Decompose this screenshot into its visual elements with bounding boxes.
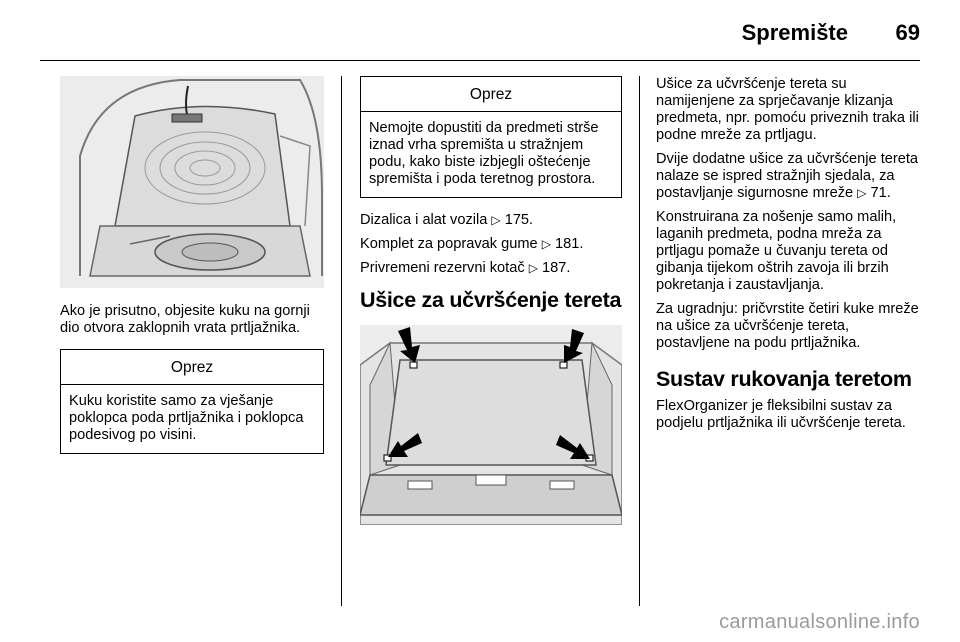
hook-instruction-text: Ako je prisutno, objesite kuku na gornji dio otvora zaklopnih vrata prtljažnika. (60, 303, 310, 336)
caution-box (60, 349, 324, 454)
caution-text: Nemojte dopustiti da predmeti strše iznad vrha spremišta u stražnjem podu, kako biste izbjegli oštećenje spremišta i poda teretnog prostora. (369, 120, 599, 187)
cross-reference-repair-kit[interactable]: Komplet za popravak gume ▷ 181. (360, 236, 584, 252)
caution-title: Oprez (361, 77, 621, 112)
section-heading-tie-downs: Ušice za učvršćenje tereta (360, 288, 622, 312)
column-divider (639, 76, 640, 606)
caution-box (360, 76, 622, 198)
page-header-title: Spremište (741, 20, 848, 45)
page-reference-link[interactable]: 71. (870, 185, 891, 201)
caution-title: Oprez (61, 350, 323, 385)
column-1 (60, 76, 324, 454)
paragraph: Konstruirana za nošenje samo malih, laganih predmeta, podna mreža za prtljagu pomaže u čuvanju tereta od gibanja tijekom oštrih zavoja ili brzih pokretanja i zaustavljanja. (656, 209, 897, 293)
cargo-floor-eyes-illustration (360, 325, 622, 525)
column-divider (341, 76, 342, 606)
arrow-ref-icon: ▷ (541, 237, 551, 251)
cross-reference-spare-wheel[interactable]: Privremeni rezervni kotač ▷ 187. (360, 260, 571, 276)
watermark: carmanualsonline.info (719, 611, 920, 633)
section-heading-cargo-management: Sustav rukovanja teretom (656, 367, 912, 391)
paragraph-with-reference: Dvije dodatne ušice za učvršćenje tereta nalaze se ispred stražnjih sjedala, za postavljanje sigurnosne mreže ▷ 71. (656, 151, 919, 201)
paragraph: Ušice za učvršćenje tereta su namijenjene za sprječavanje klizanja predmeta, npr. pomoću priveznih traka ili podne mreže za prtljagu. (656, 76, 919, 143)
caution-text: Kuku koristite samo za vješanje poklopca poda prtljažnika i poklopca podesivog po visini. (69, 393, 304, 443)
header-rule (40, 60, 920, 61)
arrow-ref-icon: ▷ (857, 186, 867, 200)
arrow-ref-icon: ▷ (528, 261, 538, 275)
column-3 (656, 76, 922, 439)
paragraph: Za ugradnju: pričvrstite četiri kuke mreže na ušice za učvršćenje tereta, postavljene na podu prtljažnika. (656, 301, 919, 351)
cross-reference-jack[interactable]: Dizalica i alat vozila ▷ 175. (360, 212, 534, 228)
paragraph: FlexOrganizer je fleksibilni sustav za podjelu prtljažnika ili učvršćenje tereta. (656, 398, 906, 431)
page-number: 69 (895, 20, 920, 45)
arrow-ref-icon: ▷ (491, 213, 501, 227)
trunk-hook-illustration (60, 76, 324, 288)
column-2 (360, 76, 622, 525)
